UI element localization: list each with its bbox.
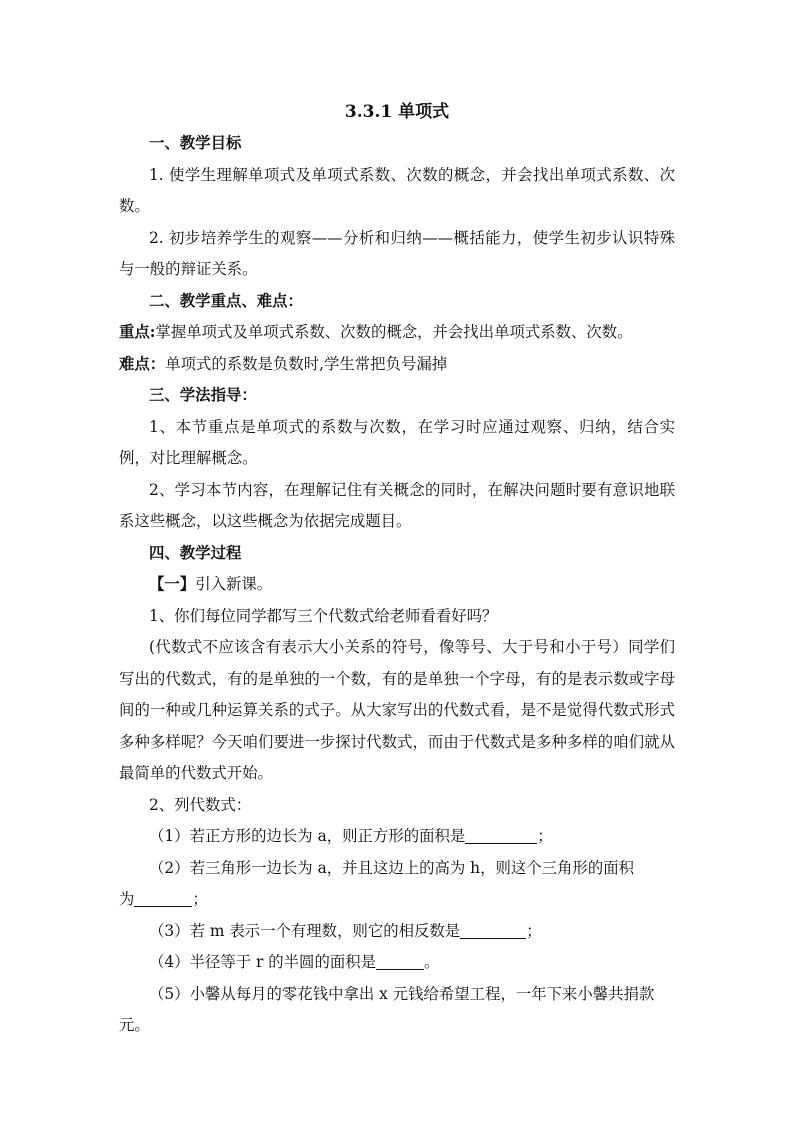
exercise-5-line-2: 元。 — [119, 1016, 150, 1034]
process-sub-text: 引入新课。 — [195, 575, 273, 593]
method-item-2: 2、学习本节内容，在理解记住有关概念的同时，在解决问题时要有意识地联系这些概念，以这些概念为依据完成题目。 — [119, 480, 675, 530]
difficulty-text: 单项式的系数是负数时,学生常把负号漏掉 — [165, 354, 448, 373]
process-subheading — [119, 569, 675, 601]
section-heading-key-points: 二、教学重点、难点： — [149, 291, 303, 310]
process-sub-label: 【一】 — [149, 575, 196, 593]
process-question-2: 2、列代数式： — [149, 795, 252, 814]
exercise-1-end: ； — [537, 827, 553, 845]
key-point-label: 重点: — [119, 323, 156, 341]
exercise-2-line-1: （2）若三角形一边长为 a，并且这边上的高为 h，则这个三角形的面积 — [149, 858, 634, 877]
exercise-4-end: 。 — [424, 953, 440, 971]
exercise-2-line-2 — [119, 884, 675, 916]
section-heading-goals: 一、教学目标 — [149, 134, 242, 152]
goal-item-2: 2. 初步培养学生的观察——分析和归纳——概括能力，使学生初步认识特殊与一般的辩证关系。 — [119, 228, 675, 278]
exercise-1-text: （1）若正方形的边长为 a，则正方形的面积是 — [149, 827, 466, 845]
section-heading-method: 三、学法指导： — [149, 386, 257, 404]
method-item-1: 1、本节重点是单项式的系数与次数，在学习时应通过观察、归纳，结合实例，对比理解概念。 — [119, 417, 675, 467]
exercise-1 — [119, 821, 675, 853]
exercise-2-end: ； — [192, 890, 208, 908]
process-question-1: 1、你们每位同学都写三个代数式给老师看看好吗？ — [149, 606, 498, 625]
exercise-1-blank — [465, 825, 537, 844]
exercise-2-blank — [134, 888, 192, 907]
exercise-3 — [119, 916, 675, 948]
section-heading-process: 四、教学过程 — [149, 543, 242, 562]
document-body — [119, 96, 675, 1042]
exercise-3-blank — [460, 920, 526, 939]
exercise-4 — [119, 947, 675, 979]
key-point-line — [119, 317, 675, 349]
exercise-3-text: （3）若 m 表示一个有理数，则它的相反数是 — [149, 921, 461, 940]
difficulty-line — [119, 349, 675, 381]
exercise-5-line-1: （5）小馨从每月的零花钱中拿出 x 元钱给希望工程，一年下来小馨共捐款 — [149, 984, 655, 1003]
exercise-3-end: ； — [526, 921, 542, 940]
exercise-4-blank — [376, 951, 424, 970]
goal-item-1: 1. 使学生理解单项式及单项式系数、次数的概念，并会找出单项式系数、次数。 — [119, 165, 675, 215]
key-point-text: 掌握单项式及单项式系数、次数的概念，并会找出单项式系数、次数。 — [155, 323, 633, 341]
exercise-2-text: 为 — [119, 890, 135, 908]
process-question-1-paragraph: (代数式不应该含有表示大小关系的符号，像等号、大于号和小于号）同学们写出的代数式，有的是单独的一个数，有的是单独一个字母，有的是表示数或字母间的一种或几种运算关系的式子。从大家写出的代数式看，是不是觉得代数式形式多种多样呢？今天咱们要进一步探讨代数式，而由于代数式是多种多样的咱们就从最简单的代数式开始。 — [119, 638, 675, 782]
difficulty-label: 难点： — [119, 354, 166, 373]
page-title: 3.3.1 单项式 — [344, 102, 450, 122]
exercise-4-text: （4）半径等于 r 的半圆的面积是 — [149, 953, 377, 971]
